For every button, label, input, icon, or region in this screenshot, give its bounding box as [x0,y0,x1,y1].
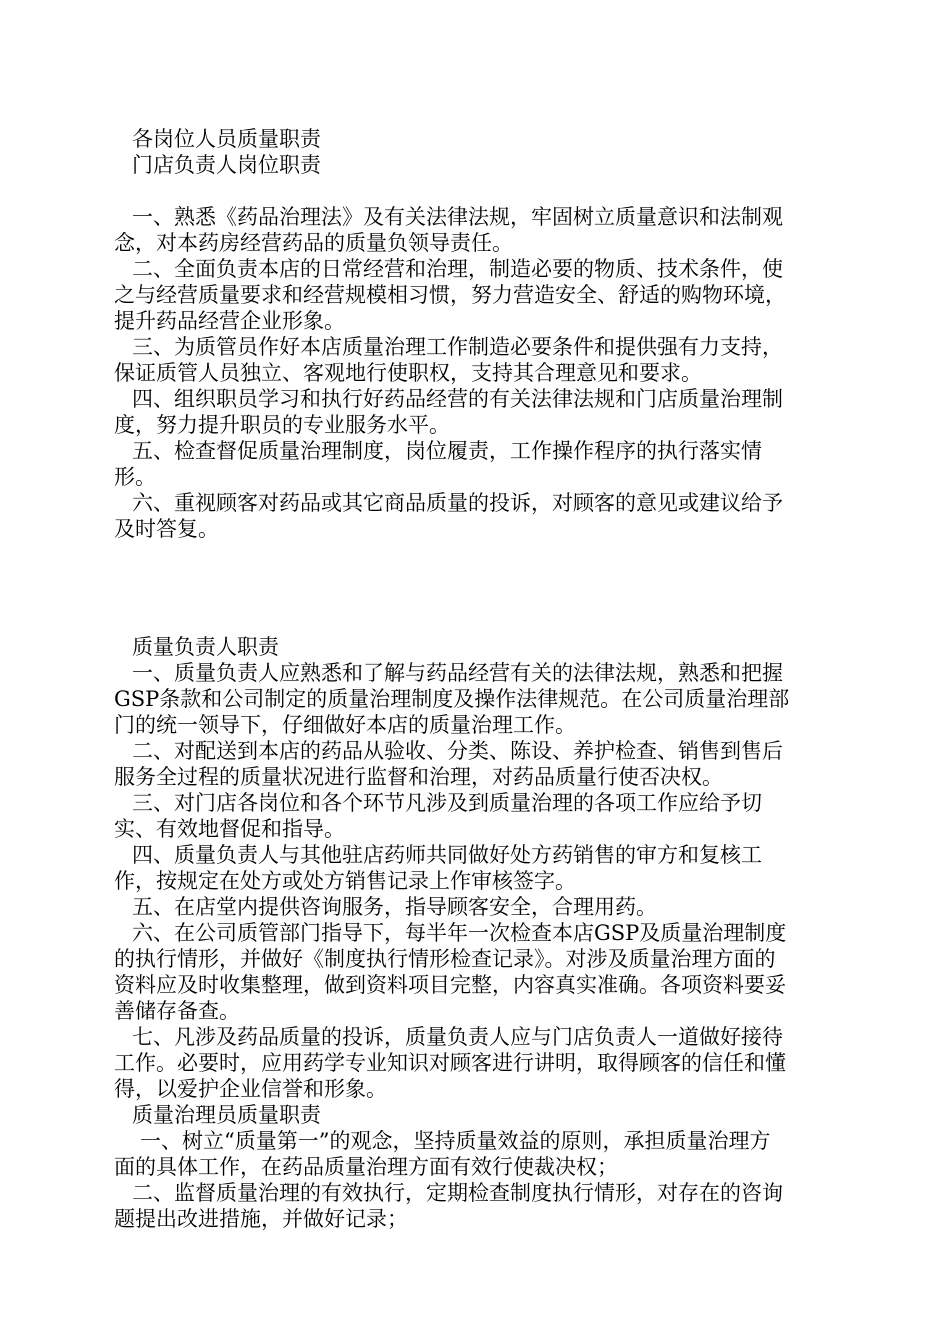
paragraph-line: 七、凡涉及药品质量的投诉，质量负责人应与门店负责人一道做好接待 [132,1025,783,1049]
paragraph-line: 作，按规定在处方或处方销售记录上作审核签字。 [114,869,576,893]
paragraph-line: GSP条款和公司制定的质量治理制度及操作法律规范。在公司质量治理部 [114,687,790,711]
paragraph-line: 三、对门店各岗位和各个环节凡涉及到质量治理的各项工作应给予切 [132,791,762,815]
paragraph-line: 念，对本药房经营药品的质量负领导责任。 [114,231,513,255]
paragraph-line: 得，以爱护企业信誉和形象。 [114,1077,387,1101]
paragraph-line: 形。 [114,465,156,489]
paragraph-line: 五、检查督促质量治理制度，岗位履责，工作操作程序的执行落实情 [132,439,762,463]
paragraph-line: 及时答复。 [114,517,219,541]
paragraph-line: 保证质管人员独立、客观地行使职权，支持其合理意见和要求。 [114,361,702,385]
section-heading-quality-manager: 质量负责人职责 [132,635,279,659]
paragraph-line: 六、重视顾客对药品或其它商品质量的投诉，对顾客的意见或建议给予 [132,491,783,515]
document-title: 各岗位人员质量职责 [132,127,321,151]
paragraph-line: 提升药品经营企业形象。 [114,309,345,333]
paragraph-line: 五、在店堂内提供咨询服务，指导顾客安全，合理用药。 [132,895,657,919]
paragraph-line: 二、全面负责本店的日常经营和治理，制造必要的物质、技术条件，使 [132,257,783,281]
paragraph-line: 门的统一领导下，仔细做好本店的质量治理工作。 [114,713,576,737]
paragraph-line: 四、组织职员学习和执行好药品经营的有关法律法规和门店质量治理制 [132,387,783,411]
paragraph-line: 度，努力提升职员的专业服务水平。 [114,413,450,437]
paragraph-line: 四、质量负责人与其他驻店药师共同做好处方药销售的审方和复核工 [132,843,762,867]
paragraph-line: 的执行情形，并做好《制度执行情形检查记录》。对涉及质量治理方面的 [114,947,776,971]
paragraph-line: 三、为质管员作好本店质量治理工作制造必要条件和提供强有力支持， [132,335,783,359]
paragraph-line: 之与经营质量要求和经营规模相习惯，努力营造安全、舒适的购物环境， [114,283,786,307]
paragraph-line: 二、监督质量治理的有效执行，定期检查制度执行情形，对存在的咨询 [132,1181,783,1205]
paragraph-line: 面的具体工作，在药品质量治理方面有效行使裁决权； [114,1155,618,1179]
paragraph-line: 一、熟悉《药品治理法》及有关法律法规，牢固树立质量意识和法制观 [132,205,783,229]
paragraph-line: 服务全过程的质量状况进行监督和治理，对药品质量行使否决权。 [114,765,723,789]
paragraph-line: 实、有效地督促和指导。 [114,817,345,841]
paragraph-line: 工作。必要时，应用药学专业知识对顾客进行讲明，取得顾客的信任和懂 [114,1051,786,1075]
paragraph-line: 一、质量负责人应熟悉和了解与药品经营有关的法律法规，熟悉和把握 [132,661,783,685]
paragraph-line: 二、对配送到本店的药品从验收、分类、陈设、养护检查、销售到售后 [132,739,783,763]
paragraph-line: 一、树立“质量第一”的观念，坚持质量效益的原则，承担质量治理方 [140,1129,771,1153]
paragraph-line: 六、在公司质管部门指导下，每半年一次检查本店GSP及质量治理制度 [132,921,787,945]
paragraph-line: 题提出改进措施，并做好记录； [114,1207,408,1231]
section-heading-quality-officer: 质量治理员质量职责 [132,1103,321,1127]
section-heading-store-manager: 门店负责人岗位职责 [132,153,321,177]
paragraph-line: 资料应及时收集整理，做到资料项目完整，内容真实准确。各项资料要妥 [114,973,786,997]
paragraph-line: 善储存备查。 [114,999,240,1023]
